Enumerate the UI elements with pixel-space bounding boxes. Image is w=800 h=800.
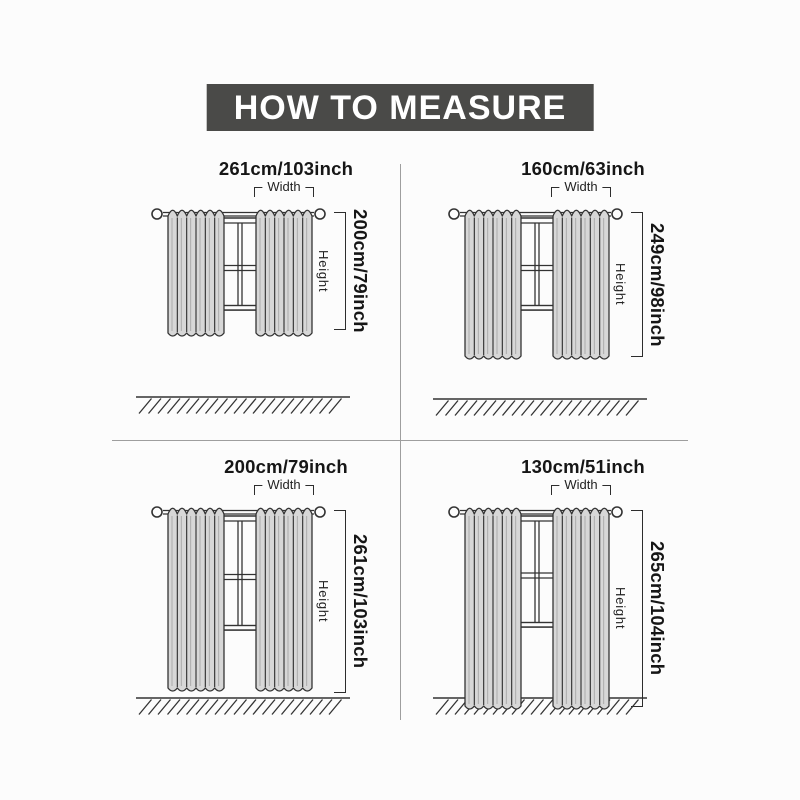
width-bracket <box>254 477 314 495</box>
measure-panel-top-right <box>405 154 705 426</box>
height-caption: Height <box>613 263 628 306</box>
measure-panel-bottom-right <box>405 452 705 724</box>
measure-panel-bottom-left <box>108 452 408 724</box>
height-bracket <box>631 212 643 357</box>
height-bracket <box>334 510 346 693</box>
measure-panel-top-left <box>108 154 408 426</box>
quadrant-divider-horizontal <box>112 440 688 441</box>
width-measurement: 261cm/103inch <box>218 158 354 179</box>
height-measurement: 261cm/103inch <box>350 534 371 669</box>
width-measurement: 160cm/63inch <box>521 158 645 179</box>
width-measurement: 200cm/79inch <box>224 456 348 477</box>
width-measurement: 130cm/51inch <box>521 456 645 477</box>
height-caption: Height <box>316 580 331 623</box>
height-caption: Height <box>613 587 628 630</box>
title-banner <box>207 84 594 131</box>
height-measurement: 249cm/98inch <box>647 222 668 347</box>
height-bracket <box>334 212 346 330</box>
height-measurement: 200cm/79inch <box>350 209 371 333</box>
width-caption: Width <box>262 179 305 195</box>
height-caption: Height <box>316 249 331 293</box>
height-bracket <box>631 510 643 707</box>
page-title: HOW TO MEASURE <box>233 88 567 127</box>
width-bracket <box>254 179 314 197</box>
height-measurement: 265cm/104inch <box>647 541 668 676</box>
width-bracket <box>551 477 611 495</box>
width-caption: Width <box>262 477 305 493</box>
width-caption: Width <box>559 477 602 493</box>
width-caption: Width <box>559 179 602 195</box>
width-bracket <box>551 179 611 197</box>
